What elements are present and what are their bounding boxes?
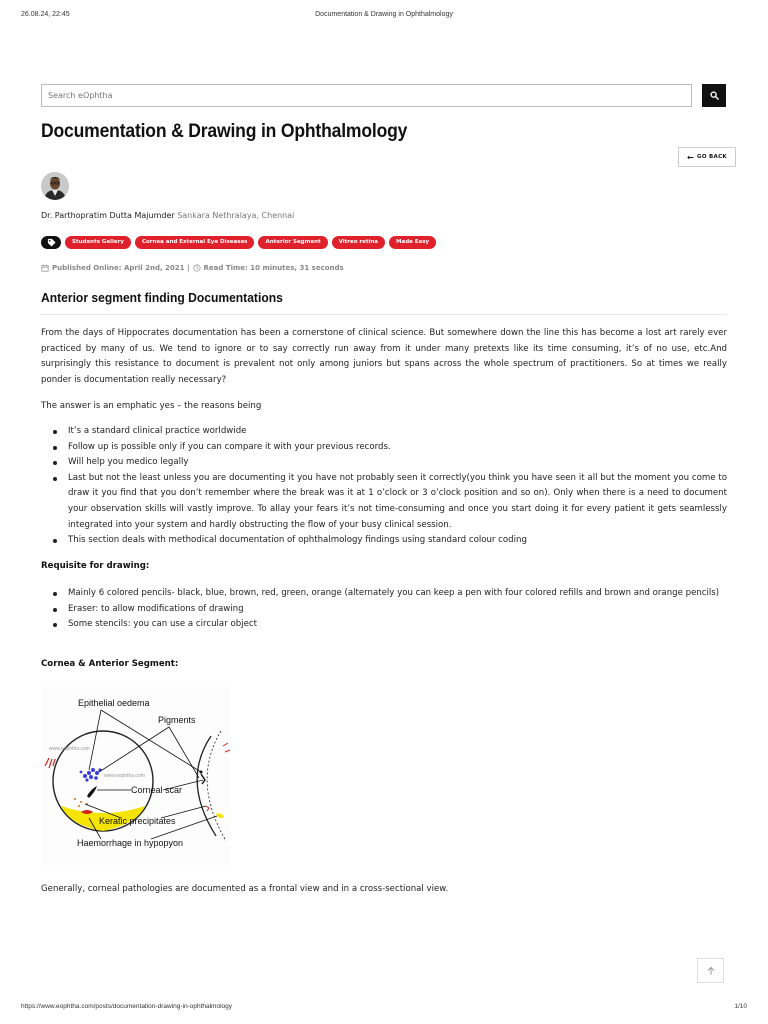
read-time: Read Time: 10 minutes, 31 seconds [203,264,344,272]
page-title: Documentation & Drawing in Ophthalmology [41,120,408,142]
list-item: Some stencils: you can use a circular object [41,617,727,633]
avatar-photo [41,172,69,200]
list-item: Follow up is possible only if you can compare it with your previous records. [41,440,727,456]
label-haemorrhage: Haemorrhage in hypopyon [77,838,184,848]
closing-paragraph: Generally, corneal pathologies are documented as a frontal view and in a cross-sectional view. [41,884,449,894]
search-button[interactable] [702,84,726,107]
label-keratic-precipitates: Keratic precipitates [99,816,176,826]
tag-vitreo-retina[interactable]: Vitreo retina [332,236,385,249]
watermark-label: www.eophtha.com [104,773,145,779]
list-item: Eraser: to allow modifications of drawing [41,602,727,618]
answer-paragraph: The answer is an emphatic yes – the reasons being [41,401,262,411]
search-bar [41,84,726,107]
tag-icon [41,236,61,249]
print-page-number: 1/10 [734,1003,747,1010]
published-date: Published Online: April 2nd, 2021 | [52,264,190,272]
tag-made-easy[interactable]: Made Easy [389,236,436,249]
arrow-left-icon: ← [687,152,695,162]
calendar-icon [41,264,49,272]
print-doc-title: Documentation & Drawing in Ophthalmology [315,11,453,18]
go-back-label: GO BACK [697,154,727,160]
author-avatar[interactable] [41,172,69,200]
divider [41,314,726,315]
tag-students-gallery[interactable]: Students Gallery [65,236,131,249]
print-datetime: 26.08.24, 22:45 [21,11,70,18]
tag-list [41,236,436,249]
author-affiliation: Sankara Nethralaya, Chennai [177,211,295,220]
author-line [41,211,294,220]
search-icon [710,91,719,100]
label-epithelial-oedema: Epithelial oedema [78,698,150,708]
author-name[interactable]: Dr. Parthopratim Dutta Majumder [41,211,175,220]
tag-cornea-external-eye[interactable]: Cornea and External Eye Diseases [135,236,255,249]
list-item: This section deals with methodical documentation of ophthalmology findings using standard colour coding [41,533,727,549]
article-meta [41,264,344,272]
intro-paragraph: From the days of Hippocrates documentation has been a cornerstone of clinical science. But somewhere down the line this has become a lost art rarely ever practiced by many of us. We tend to ignore or to say correctly run away from it under many pretexts like its time consuming, it’s of no use, etc.And surprisingly this resistance to document is prevalent not only among juniors but spans across the whole spectrum of practitioners. So at times we really ponder is documentation really necessary? [41,328,727,385]
print-footer [21,1003,747,1010]
list-item: It’s a standard clinical practice worldwide [41,424,727,440]
cornea-heading: Cornea & Anterior Segment: [41,659,179,669]
arrow-up-icon [706,966,716,976]
tag-anterior-segment[interactable]: Anterior Segment [258,236,327,249]
label-pigments: Pigments [158,715,196,725]
scroll-to-top-button[interactable] [697,958,724,983]
requisite-heading: Requisite for drawing: [41,561,150,571]
requisites-list [41,586,727,633]
reasons-list [41,424,727,549]
list-item: Mainly 6 colored pencils- black, blue, brown, red, green, orange (alternately you can keep a pen with four colored refills and brown and orange pencils) [41,586,727,602]
section-heading: Anterior segment finding Documentations [41,290,283,305]
watermark-label: www.eophtha.com [49,746,90,752]
list-item: Last but not the least unless you are documenting it you have not probably seen it correctly(you think you have seen it all but the moment you come to draw it you find that you don’t remember where the break was it at 1 o’clock or 3 o’clock position and so on). Only when there is a need to document your observation skills will vastly improve. To allay your fears it’s not time-consuming and once you start doing it for every patient it gets seamlessly integrated into your system and hardly obstructing the flow of your busy clinical session. [41,471,727,533]
print-url: https://www.eophtha.com/posts/documentation-drawing-in-ophthalmology [21,1003,233,1010]
cornea-diagram [41,686,231,866]
clock-icon [193,264,201,272]
go-back-button[interactable] [678,147,736,167]
label-corneal-scar: Corneal scar [131,785,183,795]
search-input[interactable] [41,84,692,107]
list-item: Will help you medico legally [41,455,727,471]
